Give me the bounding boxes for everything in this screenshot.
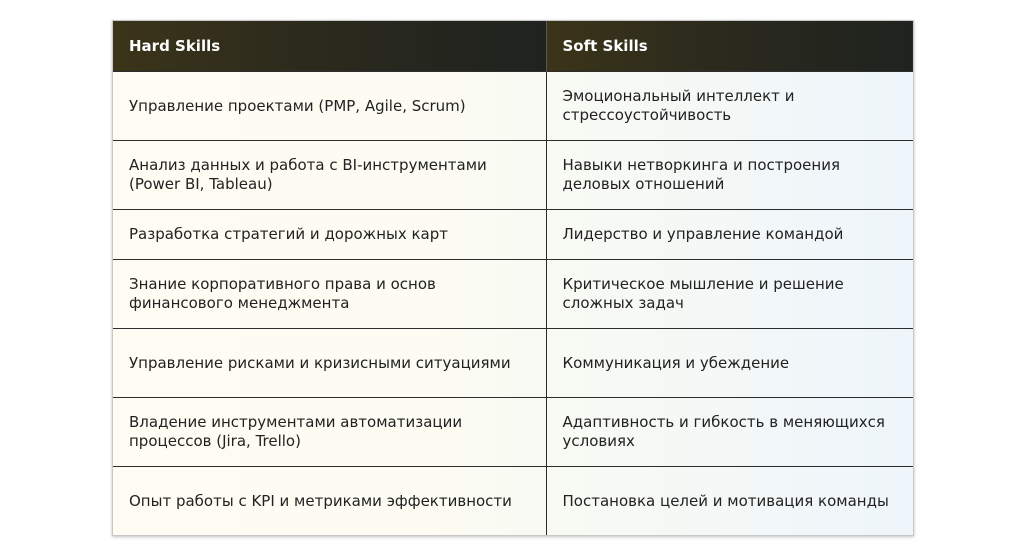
header-hard-skills: Hard Skills <box>113 21 546 72</box>
cell-soft-skill: Коммуникация и убеждение <box>546 329 913 398</box>
table-row <box>113 467 913 536</box>
cell-hard-skill: Знание корпоративного права и основ финансового менеджмента <box>113 260 546 329</box>
table-row <box>113 398 913 467</box>
cell-hard-skill: Владение инструментами автоматизации процессов (Jira, Trello) <box>113 398 546 467</box>
table-row <box>113 260 913 329</box>
table-row <box>113 329 913 398</box>
cell-soft-skill: Адаптивность и гибкость в меняющихся условиях <box>546 398 913 467</box>
header-soft-skills: Soft Skills <box>546 21 913 72</box>
skills-comparison-table <box>113 21 913 535</box>
skills-table <box>112 20 914 536</box>
cell-hard-skill: Управление проектами (PMP, Agile, Scrum) <box>113 72 546 141</box>
cell-soft-skill: Навыки нетворкинга и построения деловых отношений <box>546 141 913 210</box>
cell-soft-skill: Критическое мышление и решение сложных задач <box>546 260 913 329</box>
cell-hard-skill: Управление рисками и кризисными ситуациями <box>113 329 546 398</box>
cell-soft-skill: Лидерство и управление командой <box>546 210 913 260</box>
table-header <box>113 21 913 72</box>
table-body <box>113 72 913 536</box>
cell-soft-skill: Постановка целей и мотивация команды <box>546 467 913 536</box>
cell-hard-skill: Опыт работы с KPI и метриками эффективности <box>113 467 546 536</box>
header-row <box>113 21 913 72</box>
table-row <box>113 141 913 210</box>
cell-hard-skill: Разработка стратегий и дорожных карт <box>113 210 546 260</box>
cell-soft-skill: Эмоциональный интеллект и стрессоустойчивость <box>546 72 913 141</box>
table-row <box>113 210 913 260</box>
table-row <box>113 72 913 141</box>
cell-hard-skill: Анализ данных и работа с BI-инструментами (Power BI, Tableau) <box>113 141 546 210</box>
